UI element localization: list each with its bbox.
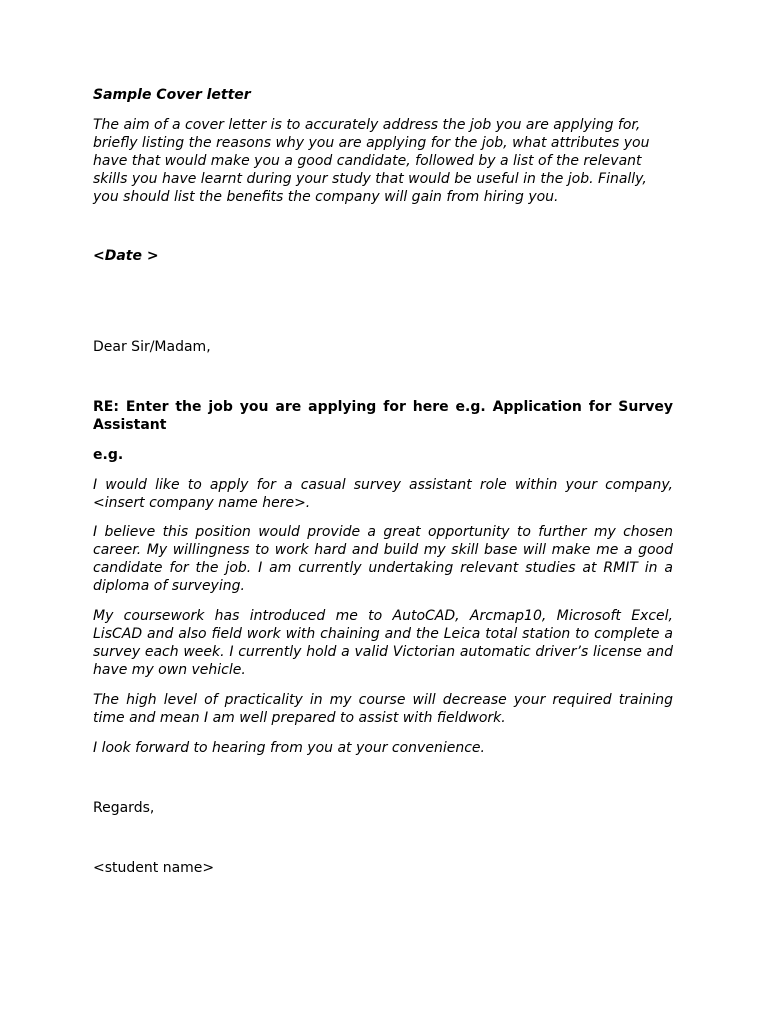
body-paragraph: The high level of practicality in my course will decrease your required training time and mean I am well prepared to assist with fieldwork. <box>93 692 673 726</box>
salutation: Dear Sir/Madam, <box>93 339 211 355</box>
body-paragraph: I look forward to hearing from you at your convenience. <box>93 740 485 756</box>
example-label: e.g. <box>93 447 124 463</box>
closing: Regards, <box>93 800 155 816</box>
body-paragraph: I believe this position would provide a great opportunity to further my chosen career. My willingness to work hard and build my skill base will make me a good candidate for the job. I am currently undertaking relevant studies at RMIT in a diploma of surveying. <box>93 524 673 594</box>
document-heading: Sample Cover letter <box>93 87 251 103</box>
body-paragraph: My coursework has introduced me to AutoCAD, Arcmap10, Microsoft Excel, LisCAD and also field work with chaining and the Leica total station to complete a survey each week. I currently hold a valid Victorian automatic driver’s license and have my own vehicle. <box>93 608 673 678</box>
re-subject-line: RE: Enter the job you are applying for here e.g. Application for Survey Assistant <box>93 399 673 433</box>
date-placeholder: <Date > <box>93 248 159 264</box>
intro-paragraph: The aim of a cover letter is to accurately address the job you are applying for, briefly listing the reasons why you are applying for the job, what attributes you have that would make you a good candidate, followed by a list of the relevant skills you have learnt during your study that would be useful in the job. Finally, you should list the benefits the company will gain from hiring you. <box>93 117 650 205</box>
body-paragraph: I would like to apply for a casual survey assistant role within your company, <insert company name here>. <box>93 477 673 511</box>
signature-placeholder: <student name> <box>93 860 215 876</box>
